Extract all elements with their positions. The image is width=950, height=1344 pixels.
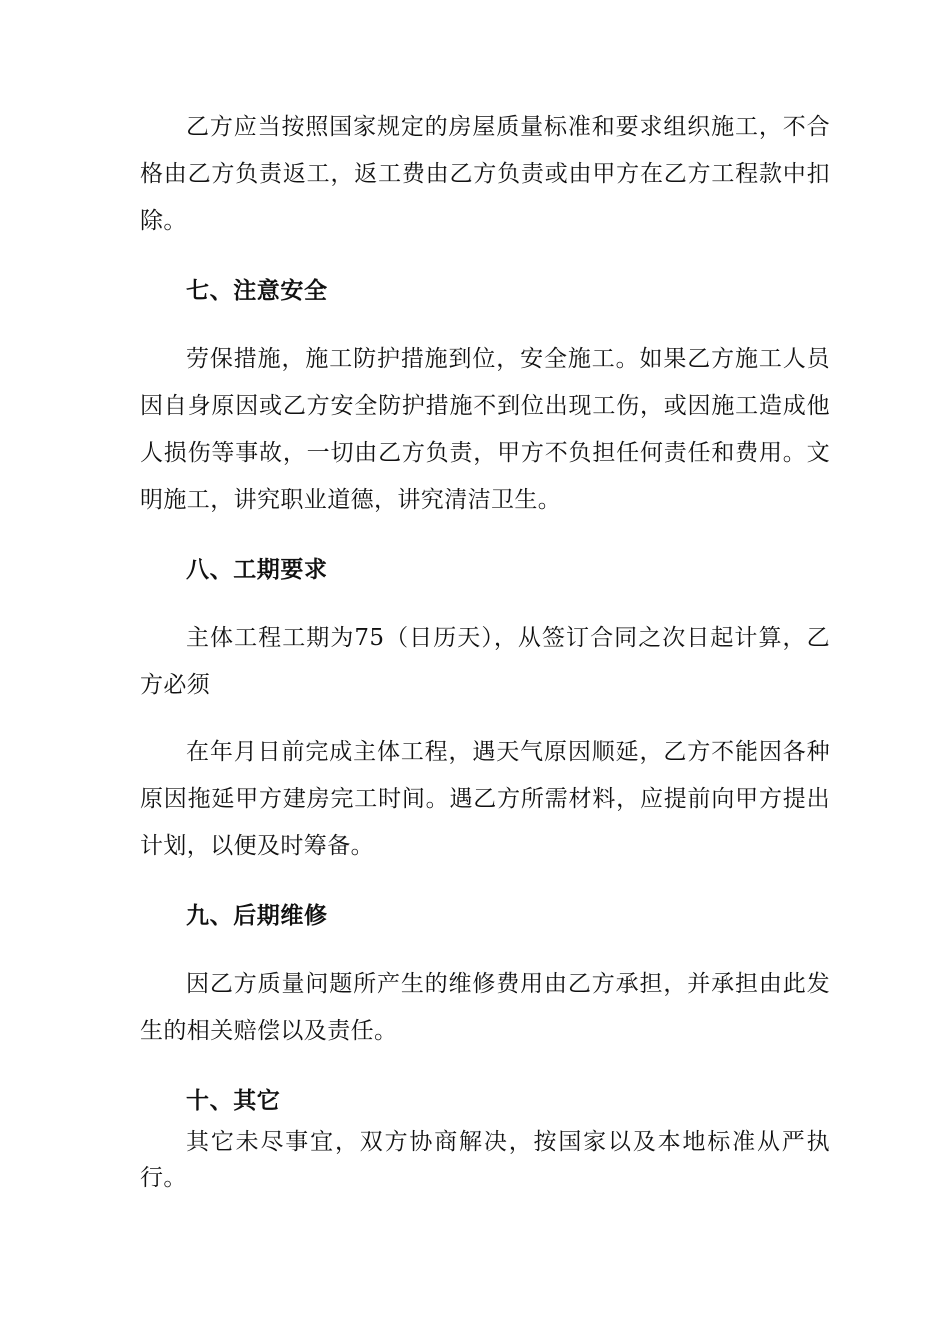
paragraph-other: 其它未尽事宜，双方协商解决，按国家以及本地标准从严执行。	[140, 1129, 830, 1191]
paragraph-quality: 乙方应当按照国家规定的房屋质量标准和要求组织施工，不合格由乙方负责返工，返工费由乙方负责或由甲方在乙方工程款中扣除。	[140, 114, 830, 234]
paragraph-maintenance: 因乙方质量问题所产生的维修费用由乙方承担，并承担由此发生的相关赔偿以及责任。	[140, 971, 830, 1044]
heading-schedule: 八、工期要求	[186, 556, 328, 583]
document-page	[140, 104, 830, 1196]
paragraph-safety: 劳保措施，施工防护措施到位，安全施工。如果乙方施工人员因自身原因或乙方安全防护措施不到位出现工伤，或因施工造成他人损伤等事故，一切由乙方负责，甲方不负担任何责任和费用。文明施工，讲究职业道德，讲究清洁卫生。	[140, 346, 830, 513]
heading-maintenance: 九、后期维修	[186, 902, 328, 929]
heading-other: 十、其它	[186, 1087, 281, 1114]
paragraph-schedule-a: 主体工程工期为75（日历天），从签订合同之次日起计算，乙方必须	[140, 625, 830, 698]
heading-safety: 七、注意安全	[186, 277, 328, 304]
paragraph-schedule-b: 在年月日前完成主体工程，遇天气原因顺延，乙方不能因各种原因拖延甲方建房完工时间。遇乙方所需材料，应提前向甲方提出计划，以便及时筹备。	[140, 739, 830, 859]
